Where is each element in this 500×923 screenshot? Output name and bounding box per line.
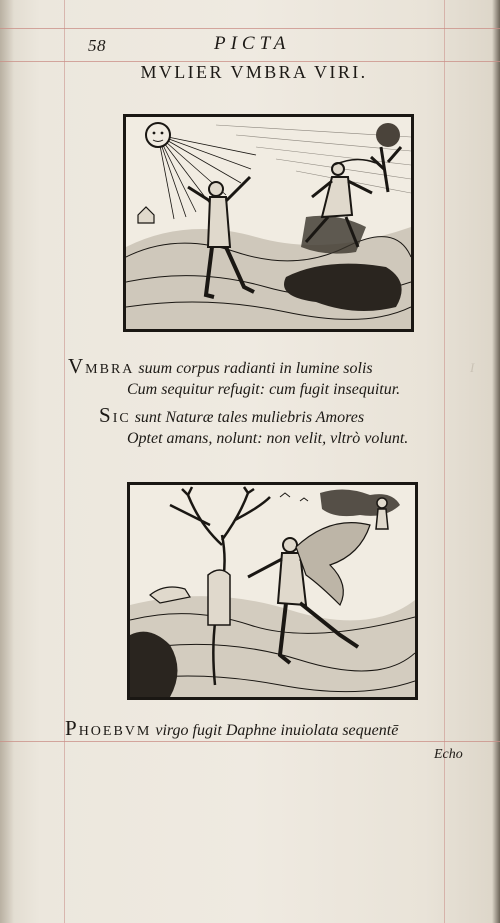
emblem-title: MVLIER VMBRA VIRI. xyxy=(140,62,368,82)
verse-text: sunt Naturæ tales muliebris Amores xyxy=(134,409,365,426)
verse-initial: S xyxy=(99,403,113,427)
verse-initial: P xyxy=(65,716,79,740)
verse-capitals: HOEBVM xyxy=(78,724,152,739)
verse-text: Cum sequitur refugit: cum fugit insequitur. xyxy=(127,381,401,398)
verse-initial: V xyxy=(68,354,86,378)
verse-line xyxy=(99,405,364,426)
verse-text: Optet amans, nolunt: non velit, vltrò volunt. xyxy=(127,430,409,447)
verse-text: virgo fugit Daphne inuiolata sequentē xyxy=(155,722,399,739)
running-head: PICTA xyxy=(214,33,291,54)
show-through-text: I xyxy=(470,360,475,375)
verse-line xyxy=(65,718,398,739)
catchword: Echo xyxy=(434,747,463,762)
woodcut-illustration-apollo-and-daphne xyxy=(127,482,418,700)
spine-shadow xyxy=(0,0,14,923)
verse-capitals: MBRA xyxy=(85,362,135,377)
ruling-line xyxy=(444,0,445,923)
ruling-line xyxy=(0,28,500,29)
verse-capitals: IC xyxy=(112,411,131,426)
woodcut-illustration-sun-and-shadow xyxy=(123,114,414,332)
page-number: 58 xyxy=(88,36,106,55)
verse-line xyxy=(127,431,408,447)
verse-text: suum corpus radianti in lumine solis xyxy=(138,360,373,377)
woodcut-drawing xyxy=(130,485,415,697)
woodcut-drawing xyxy=(126,117,411,329)
page-edge-shadow xyxy=(492,0,500,923)
verse-line xyxy=(127,382,400,398)
ruling-line xyxy=(0,741,500,742)
ruling-line xyxy=(64,0,65,923)
verse-line xyxy=(68,356,373,377)
